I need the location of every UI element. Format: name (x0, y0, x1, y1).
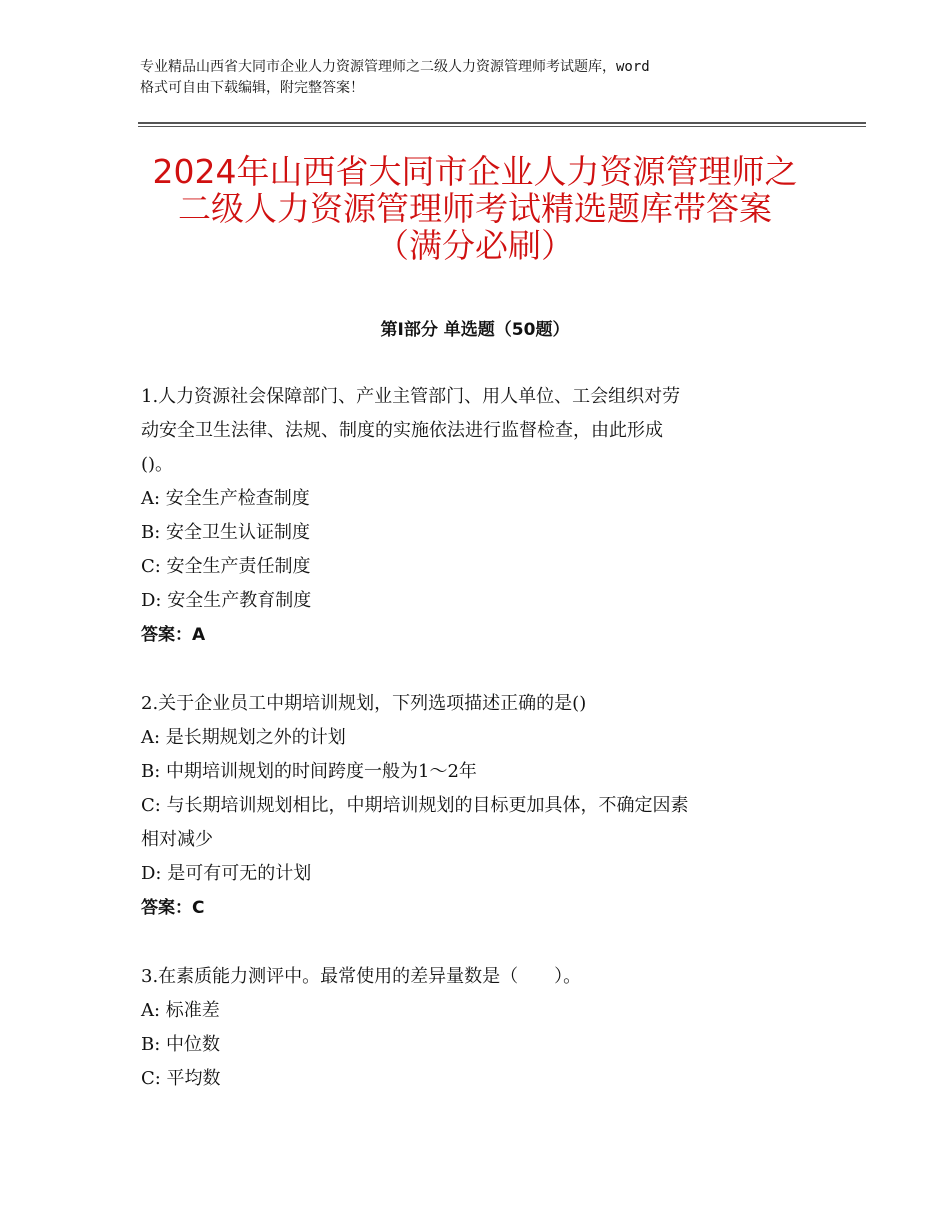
option-d: D: 安全生产教育制度 (141, 590, 312, 611)
option-b: B: 中期培训规划的时间跨度一般为1～2年 (141, 761, 477, 782)
question-3 (141, 960, 581, 1096)
option-d: D: 是可有可无的计划 (141, 863, 312, 884)
header-note-line-2: 格式可自由下载编辑，附完整答案！ (140, 80, 364, 96)
question-2 (141, 687, 689, 925)
answer-label: 答案：A (141, 625, 206, 645)
title-line-3: （满分必刷） (376, 226, 574, 265)
question-1 (141, 380, 680, 652)
option-c: C: 安全生产责任制度 (141, 556, 311, 577)
title-line-1: 2024年山西省大同市企业人力资源管理师之 (152, 152, 798, 191)
option-c: C: 与长期培训规划相比，中期培训规划的目标更加具体，不确定因素 (141, 795, 689, 816)
option-a: A: 安全生产检查制度 (141, 488, 310, 509)
question-stem-line: 1.人力资源社会保障部门、产业主管部门、用人单位、工会组织对劳 (141, 386, 681, 407)
document-title (100, 153, 850, 264)
title-line-2: 二级人力资源管理师考试精选题库带答案 (178, 189, 772, 228)
option-b: B: 安全卫生认证制度 (141, 522, 311, 543)
question-stem-line: 动安全卫生法律、法规、制度的实施依法进行监督检查，由此形成 (141, 420, 663, 441)
header-rule-thin (138, 126, 866, 127)
section-heading: 第Ⅰ部分 单选题（50题） (380, 320, 570, 340)
option-c-continued: 相对减少 (141, 829, 213, 850)
question-stem-line: ()。 (141, 454, 174, 475)
question-stem-line: 3.在素质能力测评中。最常使用的差异量数是（ ）。 (141, 966, 582, 987)
option-a: A: 标准差 (141, 1000, 220, 1021)
answer-label: 答案：C (141, 898, 205, 918)
question-stem-line: 2.关于企业员工中期培训规划，下列选项描述正确的是() (141, 693, 587, 714)
option-c: C: 平均数 (141, 1068, 221, 1089)
header-note-line-1: 专业精品山西省大同市企业人力资源管理师之二级人力资源管理师考试题库，word (140, 59, 650, 75)
option-b: B: 中位数 (141, 1034, 221, 1055)
option-a: A: 是长期规划之外的计划 (141, 727, 346, 748)
header-rule-thick (138, 122, 866, 124)
header-note (140, 57, 830, 99)
